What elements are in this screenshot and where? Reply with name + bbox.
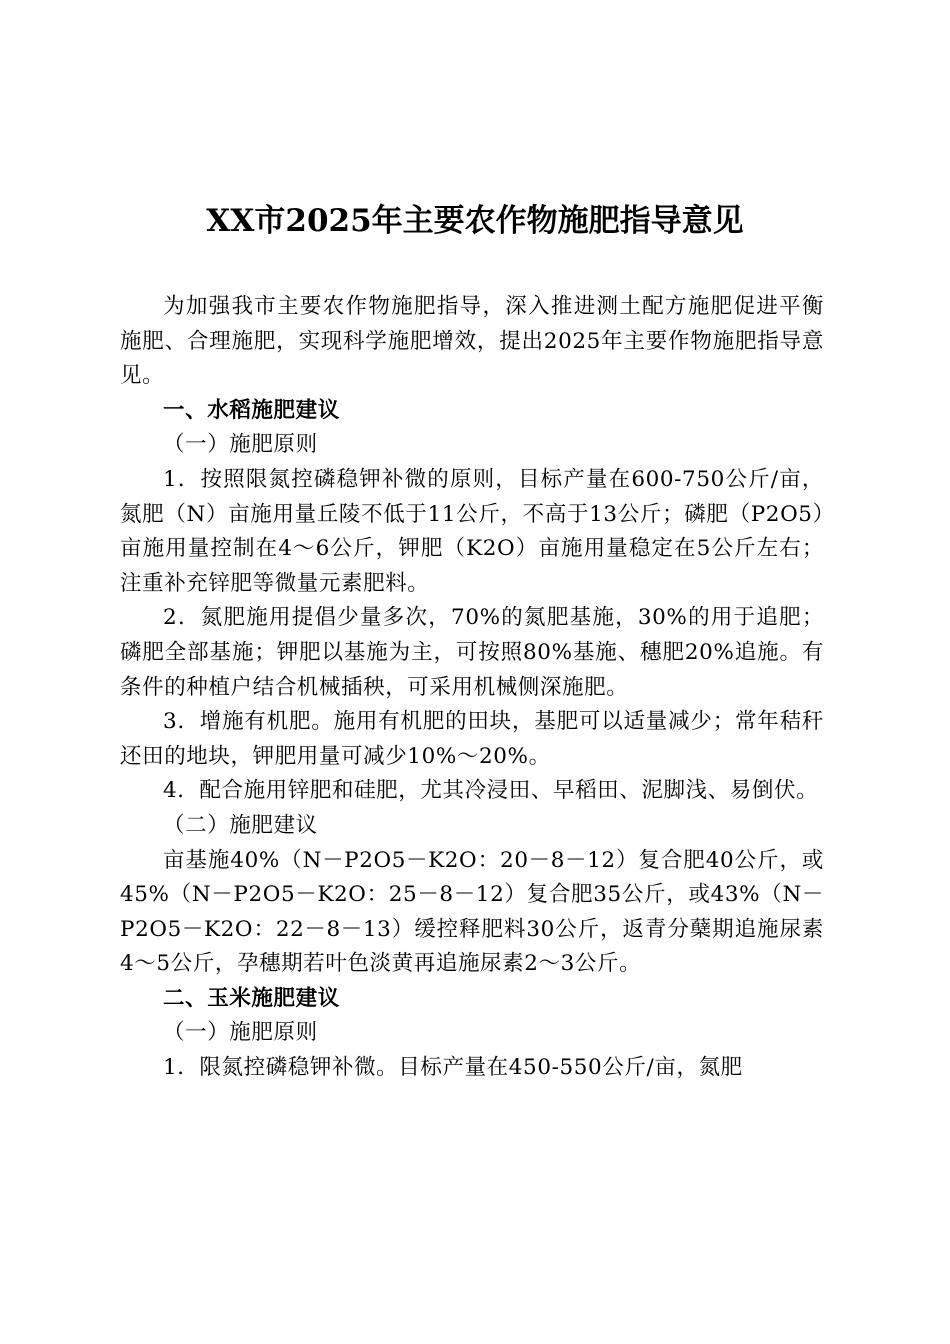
section-heading-corn: 二、玉米施肥建议	[163, 985, 340, 1011]
corn-principle-1: 1．限氮控磷稳钾补微。目标产量在450-550公斤/亩，氮肥	[163, 1055, 743, 1081]
subsection-heading-corn-principles: （一）施肥原则	[163, 1020, 318, 1046]
intro-paragraph: 为加强我市主要农作物施肥指导，深入推进测土配方施肥促进平衡施肥、合理施肥，实现科学施肥增效，提出2025年主要作物施肥指导意见。	[120, 294, 824, 389]
rice-suggestion-1: 亩基施40%（N－P2O5－K2O：20－8－12）复合肥40公斤，或45%（N－P2O5－K2O：25－8－12）复合肥35公斤，或43%（N－P2O5－K2O：22－8－13）缓控释肥料30公斤，返青分蘖期追施尿素4～5公斤，孕穗期若叶色淡黄再追施尿素2～3公斤。	[120, 847, 824, 977]
rice-principle-3: 3．增施有机肥。施用有机肥的田块，基肥可以适量减少；常年秸秆还田的地块，钾肥用量可减少10%～20%。	[120, 709, 824, 769]
section-heading-rice: 一、水稻施肥建议	[163, 397, 340, 423]
subsection-heading-rice-suggestions: （二）施肥建议	[163, 812, 318, 838]
subsection-heading-rice-principles: （一）施肥原则	[163, 432, 318, 458]
rice-principle-2: 2．氮肥施用提倡少量多次，70%的氮肥基施，30%的用于追肥；磷肥全部基施；钾肥以基施为主，可按照80%基施、穗肥20%追施。有条件的种植户结合机械插秧，可采用机械侧深施肥。	[120, 605, 824, 700]
document-body	[120, 290, 824, 1086]
rice-principle-4: 4．配合施用锌肥和硅肥，尤其冷浸田、早稻田、泥脚浅、易倒伏。	[163, 778, 819, 804]
rice-principle-1: 1．按照限氮控磷稳钾补微的原则，目标产量在600-750公斤/亩，氮肥（N）亩施用量丘陵不低于11公斤，不高于13公斤；磷肥（P2O5）亩施用量控制在4～6公斤，钾肥（K2O）亩施用量稳定在5公斤左右；注重补充锌肥等微量元素肥料。	[120, 466, 824, 596]
document-title: XX市2025年主要农作物施肥指导意见	[206, 203, 744, 239]
